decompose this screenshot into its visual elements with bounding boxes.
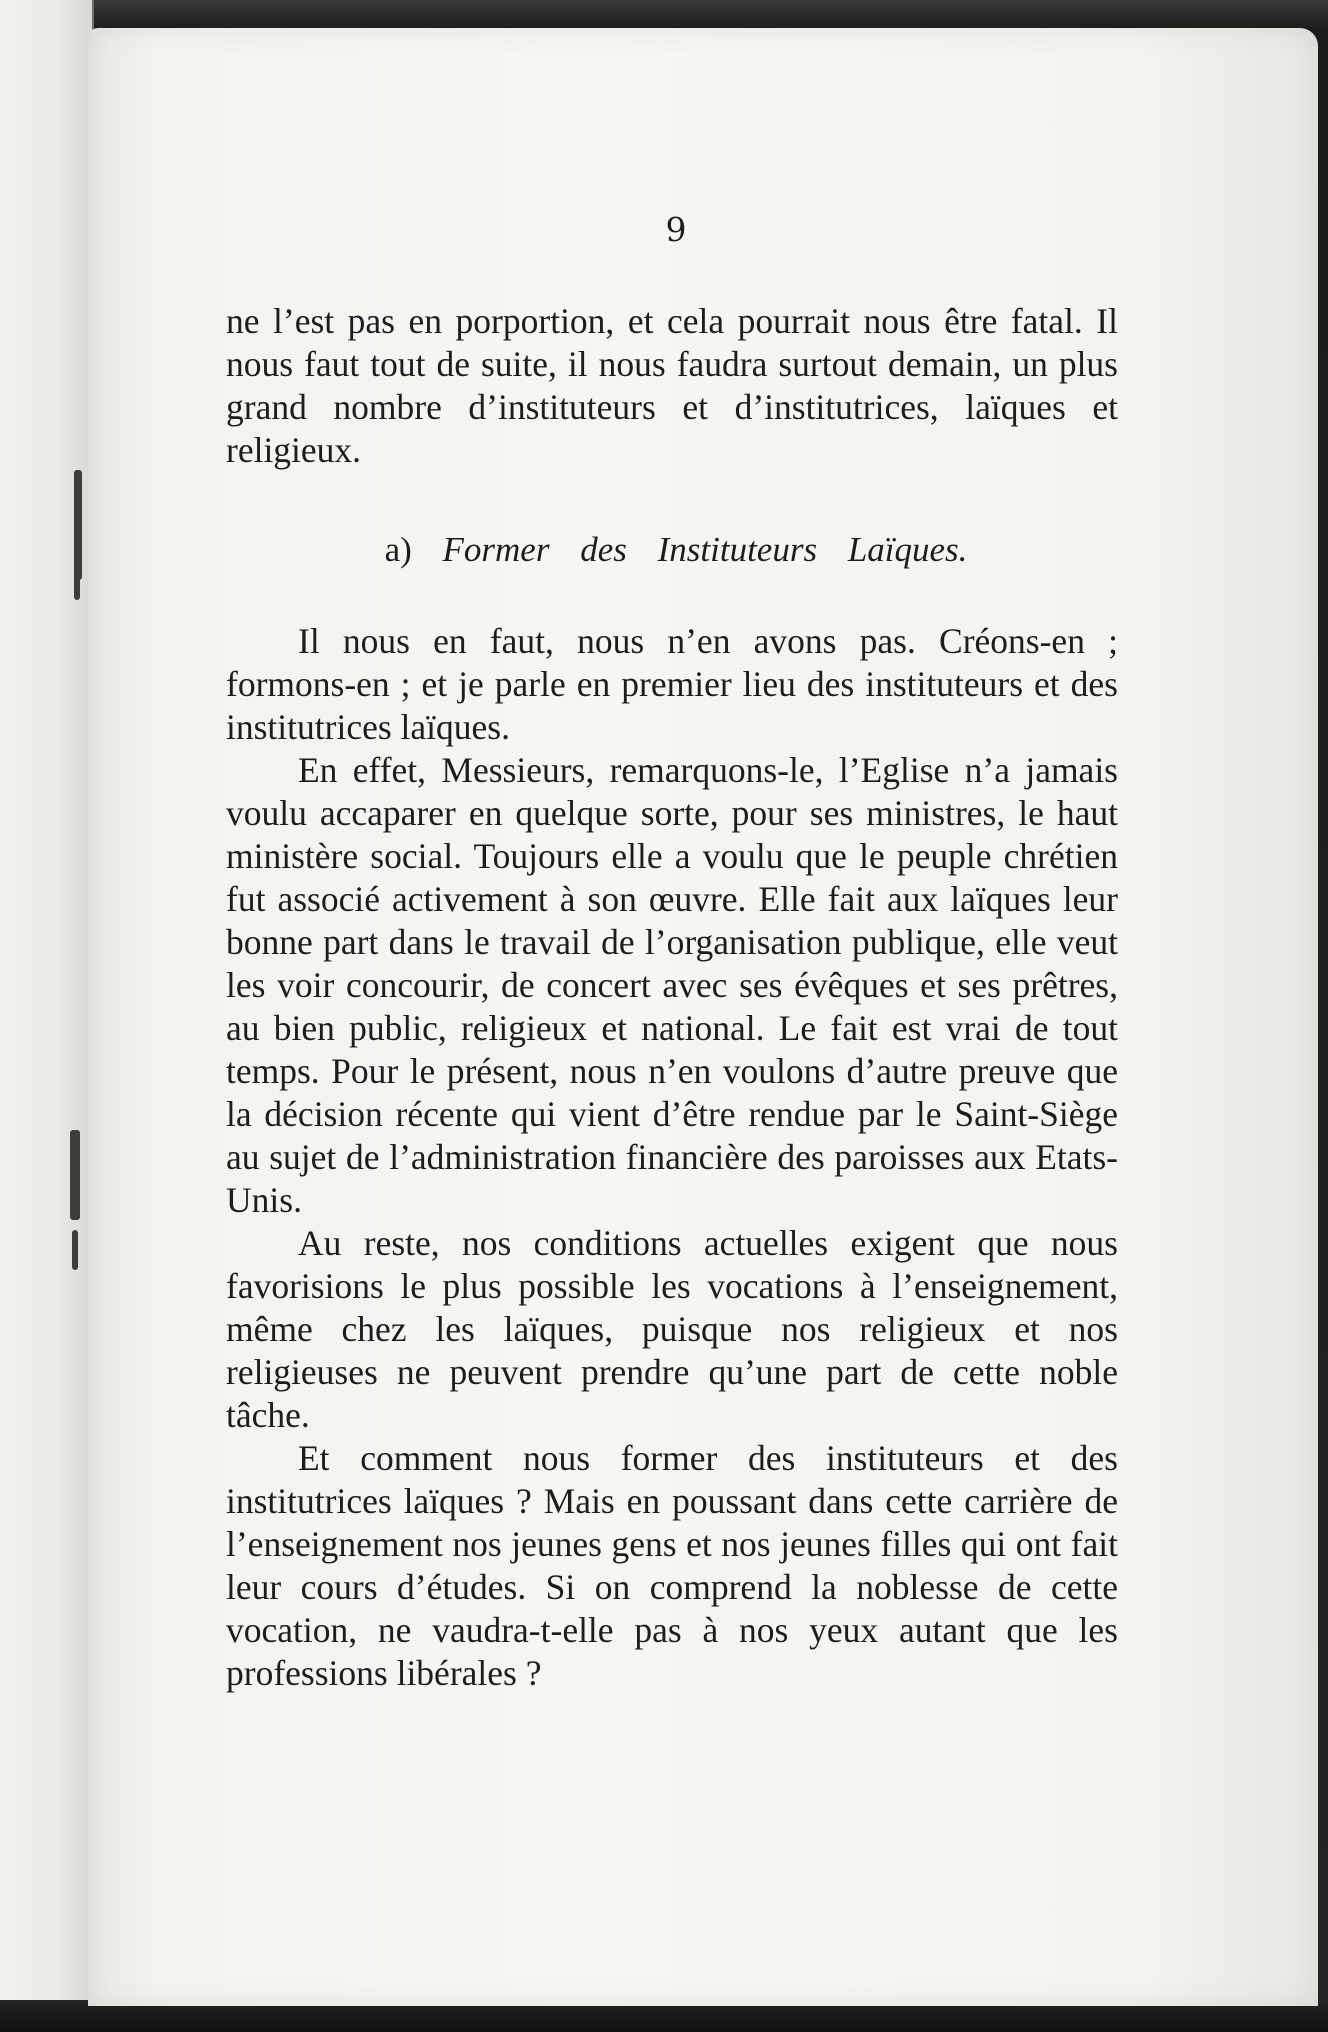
paragraph: En effet, Messieurs, remarquons-le, l’Eglise n’a jamais voulu accaparer en quelque sorte, pour ses ministres, le haut ministère social. Toujours elle a voulu que le peuple chrétien fut associé activement à son œuvre. Elle fait aux laïques leur bonne part dans le travail de l’organisation publique, elle veut les voir concourir, de concert avec ses évêques et ses prêtres, au bien public, religieux et national. Le fait est vrai de tout temps. Pour le présent, nous n’en voulons d’autre preuve que la décision récente qui vient d’être rendue par le Saint-Siège au sujet de l’administration financière des paroisses aux Etats-Unis. [226, 750, 1118, 1220]
continuation-text-block [226, 300, 1118, 472]
facing-page-edge [0, 0, 94, 2000]
paragraph: Il nous en faut, nous n’en avons pas. Créons-en ; formons-en ; et je parle en premier lieu des instituteurs et des institutrices laïques. [226, 621, 1118, 747]
continuation-paragraph: ne l’est pas en porportion, et cela pourrait nous être fatal. Il nous faut tout de suite, il nous faudra surtout demain, un plus grand nombre d’instituteurs et d’institutrices, laïques et religieux. [226, 301, 1118, 470]
paragraph: Au reste, nos conditions actuelles exigent que nous favorisions le plus possible les vocations à l’enseignement, même chez les laïques, puisque nos religieux et nos religieuses ne peuvent prendre qu’une part de cette noble tâche. [226, 1223, 1118, 1435]
section-heading-label: a) [384, 530, 412, 569]
binding-mark [72, 1230, 78, 1270]
section-heading-title: Former des Instituteurs Laïques. [442, 530, 968, 569]
page-number: 9 [665, 210, 687, 249]
paragraph: Et comment nous former des instituteurs et des institutrices laïques ? Mais en poussant dans cette carrière de l’enseignement nos jeunes gens et nos jeunes filles qui ont fait leur cours d’études. Si on comprend la noblesse de cette vocation, ne vaudra-t-elle pas à nos yeux autant que les professions libérales ? [226, 1438, 1118, 1693]
body-text-block [226, 620, 1118, 1695]
section-heading [0, 530, 1328, 570]
binding-mark [70, 1130, 80, 1220]
